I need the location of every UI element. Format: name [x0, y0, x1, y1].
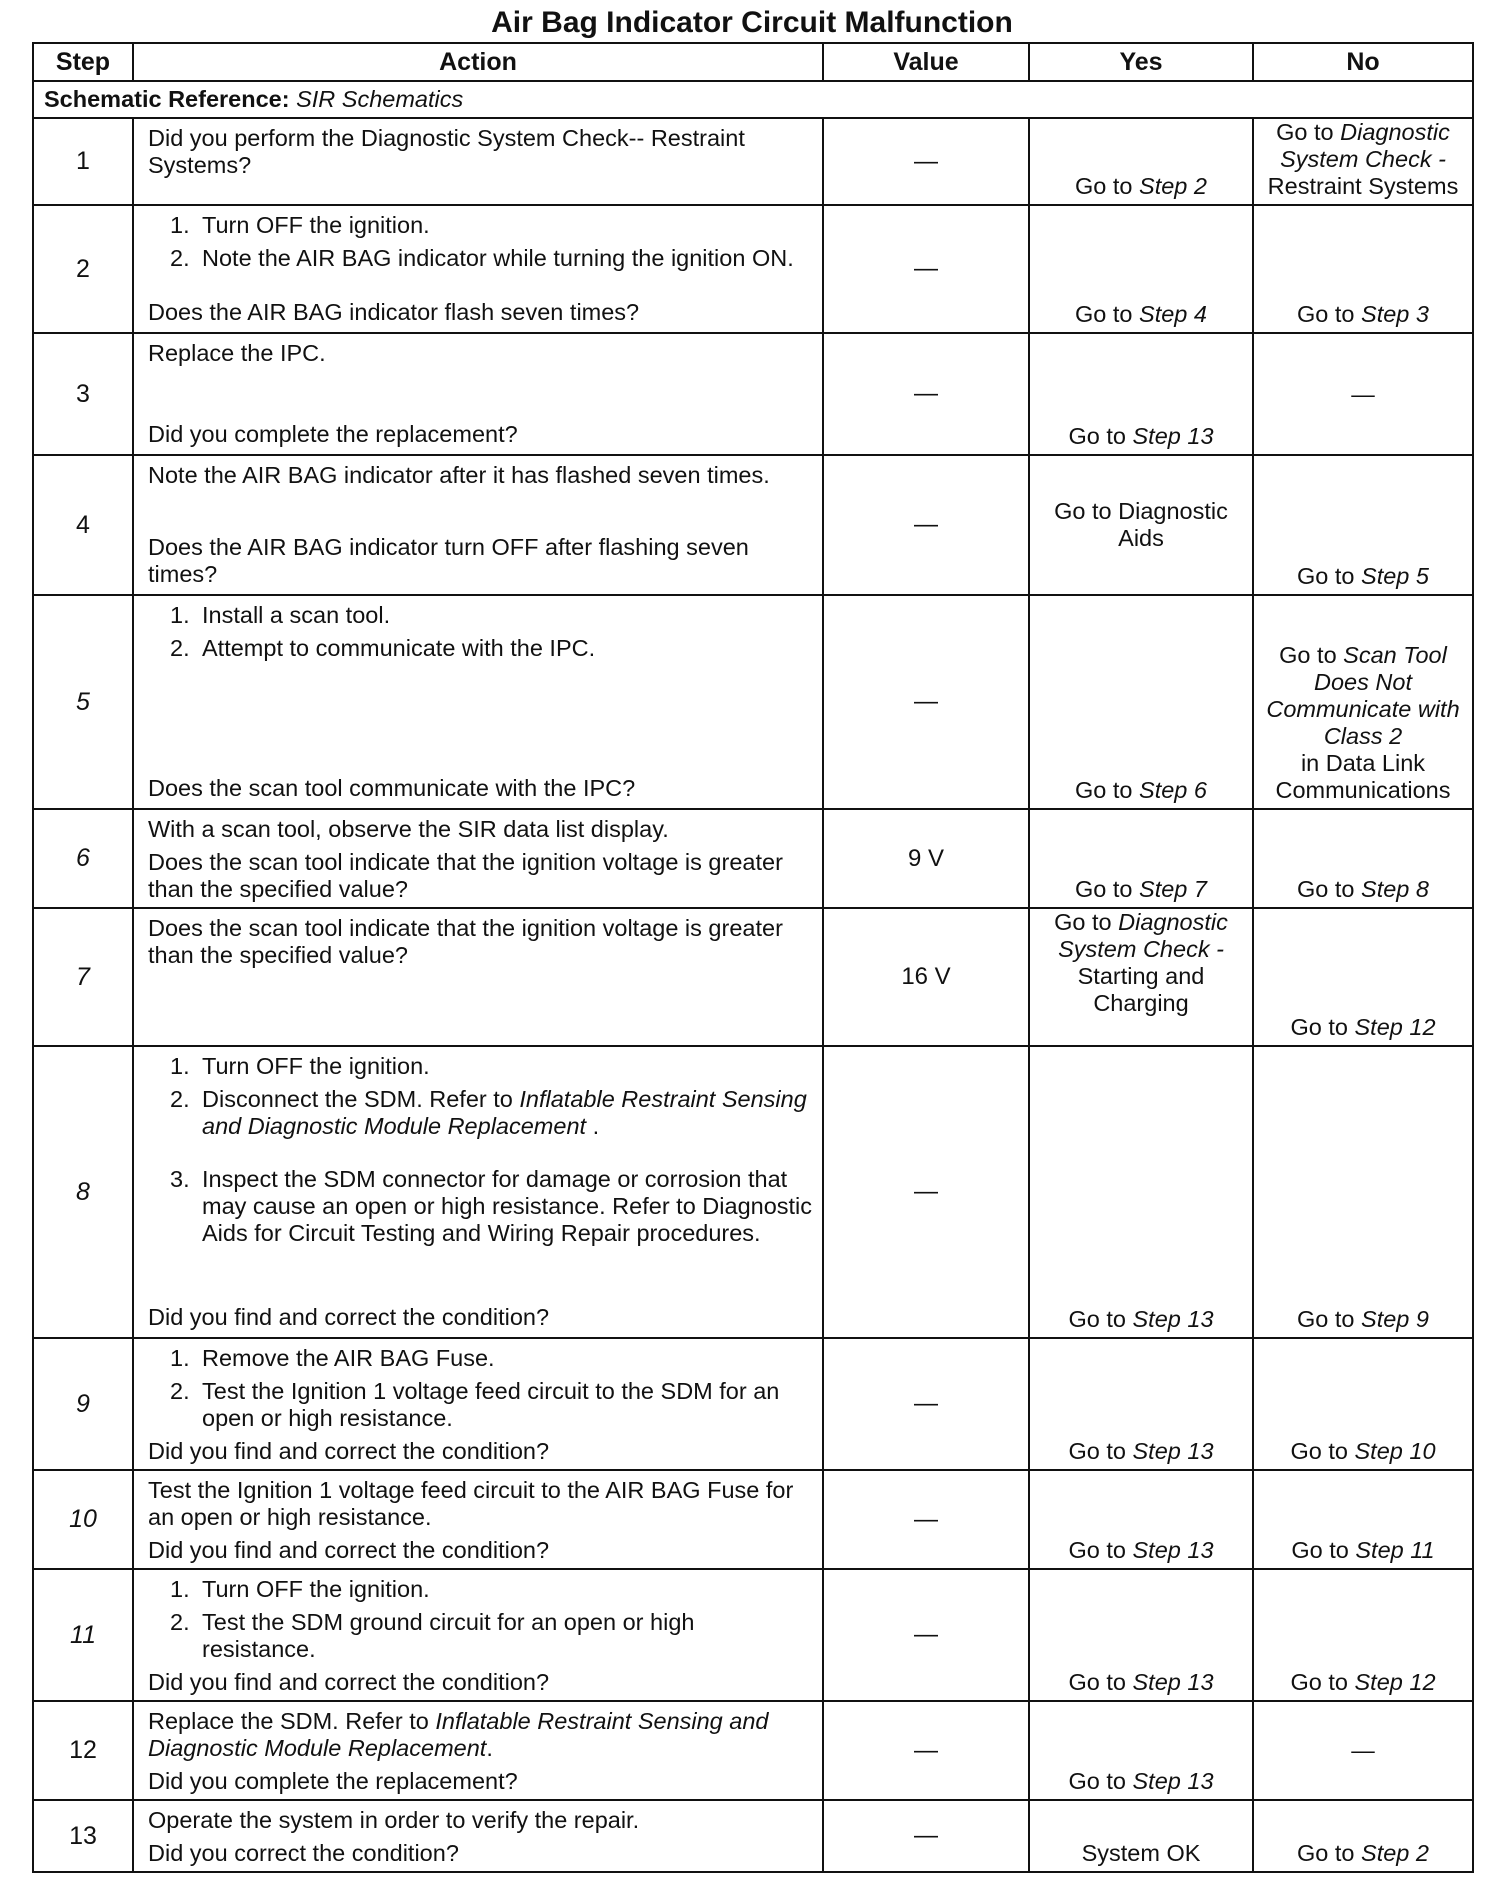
action-step-text — [202, 1609, 814, 1663]
step-number: 4 — [33, 455, 133, 595]
no-cell[interactable] — [1253, 595, 1473, 809]
value-cell: 9 V — [823, 809, 1029, 908]
yes-outcome-text: Go to — [1068, 1438, 1133, 1464]
action-cell — [133, 1046, 823, 1338]
no-outcome-text: Go to — [1290, 1669, 1355, 1695]
header-no: No — [1253, 43, 1473, 81]
no-cell[interactable] — [1253, 1569, 1473, 1701]
action-step-number: 2. — [170, 245, 190, 271]
action-cell — [133, 118, 823, 205]
action-text: . — [486, 1735, 493, 1761]
yes-outcome-text: Go to — [1068, 1768, 1133, 1794]
table-header-row — [33, 43, 1473, 81]
action-cell — [133, 809, 823, 908]
table-row — [33, 1470, 1473, 1569]
action-text — [148, 816, 814, 843]
action-step-item — [148, 212, 814, 239]
action-step-item — [148, 1053, 814, 1080]
yes-outcome-link[interactable]: Step 13 — [1132, 1306, 1214, 1332]
value-cell: — — [823, 1569, 1029, 1701]
action-text: Test the SDM ground circuit for an open or high resistance. — [202, 1609, 695, 1662]
action-step-number: 3. — [170, 1166, 190, 1192]
no-outcome-link[interactable]: Step 9 — [1361, 1306, 1429, 1332]
step-number: 10 — [33, 1470, 133, 1569]
table-row — [33, 809, 1473, 908]
no-cell[interactable] — [1253, 118, 1473, 205]
no-outcome-text: Go to — [1297, 301, 1362, 327]
action-step-text — [202, 212, 814, 239]
yes-outcome-link[interactable]: Step 4 — [1139, 301, 1207, 327]
action-cell — [133, 1338, 823, 1470]
action-question: Did you correct the condition? — [148, 1840, 459, 1866]
no-outcome-link[interactable]: Step 12 — [1354, 1669, 1436, 1695]
action-step-text — [202, 1378, 814, 1432]
action-step-item — [148, 1086, 814, 1140]
action-text: Turn OFF the ignition. — [202, 212, 430, 238]
action-text: Disconnect the SDM. Refer to — [202, 1086, 520, 1112]
table-row — [33, 595, 1473, 809]
yes-outcome-text: Go to Diagnostic Aids — [1054, 498, 1228, 551]
no-cell[interactable] — [1253, 455, 1473, 595]
action-step-number: 1. — [170, 1345, 190, 1371]
step-number: 6 — [33, 809, 133, 908]
yes-cell[interactable] — [1029, 908, 1253, 1046]
step-number: 5 — [33, 595, 133, 809]
no-outcome-text: — — [1351, 1737, 1375, 1763]
action-step-item — [148, 602, 814, 629]
yes-outcome-link[interactable]: Step 13 — [1132, 1537, 1214, 1563]
yes-cell[interactable] — [1029, 595, 1253, 809]
yes-outcome-note: Starting and Charging — [1077, 963, 1205, 1016]
yes-cell[interactable] — [1029, 455, 1253, 595]
value-cell: 16 V — [823, 908, 1029, 1046]
action-cell — [133, 595, 823, 809]
action-question: Does the AIR BAG indicator flash seven times? — [148, 299, 640, 325]
action-cell — [133, 455, 823, 595]
no-cell[interactable] — [1253, 205, 1473, 333]
yes-cell[interactable] — [1029, 809, 1253, 908]
action-step-number: 1. — [170, 602, 190, 628]
action-step-number: 2. — [170, 1378, 190, 1404]
action-step-number: 2. — [170, 635, 190, 661]
yes-cell[interactable] — [1029, 333, 1253, 455]
table-row — [33, 1569, 1473, 1701]
action-step-item — [148, 245, 814, 272]
step-number: 13 — [33, 1800, 133, 1872]
action-step-item — [148, 1576, 814, 1603]
action-text — [148, 125, 814, 179]
schematic-reference-link[interactable]: SIR Schematics — [296, 86, 464, 112]
table-row — [33, 1338, 1473, 1470]
step-number: 2 — [33, 205, 133, 333]
action-question: Does the AIR BAG indicator turn OFF after flashing seven times? — [148, 534, 749, 587]
yes-cell[interactable] — [1029, 118, 1253, 205]
yes-cell[interactable] — [1029, 1046, 1253, 1338]
table-row — [33, 333, 1473, 455]
action-step-text — [202, 245, 814, 272]
value-cell: — — [823, 333, 1029, 455]
no-cell[interactable] — [1253, 333, 1473, 455]
action-cell — [133, 1569, 823, 1701]
action-step-number: 2. — [170, 1086, 190, 1112]
header-step: Step — [33, 43, 133, 81]
yes-outcome-link[interactable]: Step 6 — [1139, 777, 1207, 803]
table-row — [33, 455, 1473, 595]
no-outcome-link[interactable]: Diagnostic System Check - — [1280, 119, 1450, 172]
step-number: 3 — [33, 333, 133, 455]
action-text — [148, 1708, 814, 1762]
action-text: Attempt to communicate with the IPC. — [202, 635, 596, 661]
action-step-text — [202, 1053, 814, 1080]
no-cell[interactable] — [1253, 908, 1473, 1046]
action-text — [148, 462, 814, 489]
action-text: Turn OFF the ignition. — [202, 1053, 430, 1079]
action-text: Note the AIR BAG indicator while turning the ignition ON. — [202, 245, 794, 271]
yes-cell[interactable] — [1029, 1470, 1253, 1569]
no-outcome-link[interactable]: Step 2 — [1361, 1840, 1429, 1866]
action-text: Does the scan tool indicate that the ignition voltage is greater than the specified value? — [148, 915, 783, 968]
no-outcome-text: Go to — [1279, 642, 1344, 668]
action-text: Install a scan tool. — [202, 602, 391, 628]
yes-outcome-link[interactable]: Step 7 — [1139, 876, 1207, 902]
no-outcome-note: Restraint Systems — [1267, 173, 1459, 199]
action-cell — [133, 1701, 823, 1800]
action-question: Does the scan tool indicate that the ignition voltage is greater than the specified value? — [148, 849, 783, 902]
no-cell[interactable] — [1253, 1470, 1473, 1569]
step-number: 1 — [33, 118, 133, 205]
header-value: Value — [823, 43, 1029, 81]
no-outcome-text: Go to — [1297, 1840, 1362, 1866]
yes-cell[interactable] — [1029, 205, 1253, 333]
no-outcome-text: Go to — [1291, 1537, 1356, 1563]
step-number: 7 — [33, 908, 133, 1046]
yes-outcome-text: Go to — [1075, 876, 1140, 902]
no-outcome-link[interactable]: Step 5 — [1361, 563, 1429, 589]
action-question: Did you find and correct the condition? — [148, 1669, 550, 1695]
yes-outcome-link[interactable]: Step 13 — [1132, 423, 1214, 449]
value-cell: — — [823, 1701, 1029, 1800]
action-cell — [133, 333, 823, 455]
action-text: Replace the SDM. Refer to — [148, 1708, 436, 1734]
yes-outcome-text: Go to — [1068, 1537, 1133, 1563]
action-cell — [133, 908, 823, 1046]
action-question: Does the scan tool communicate with the IPC? — [148, 775, 636, 801]
no-cell[interactable] — [1253, 1046, 1473, 1338]
table-row — [33, 118, 1473, 205]
table-row — [33, 205, 1473, 333]
no-outcome-text: Go to — [1297, 563, 1362, 589]
yes-outcome-text: Go to — [1075, 301, 1140, 327]
yes-outcome-text: Go to — [1068, 1669, 1133, 1695]
action-cell — [133, 1800, 823, 1872]
action-step-number: 1. — [170, 1576, 190, 1602]
yes-outcome-text: Go to — [1054, 909, 1119, 935]
action-text: Remove the AIR BAG Fuse. — [202, 1345, 495, 1371]
action-step-number: 1. — [170, 1053, 190, 1079]
yes-outcome-text: Go to — [1068, 423, 1133, 449]
action-reference[interactable]: Inflatable Restraint Sensing and Diagnostic Module Replacement — [202, 1086, 807, 1139]
no-outcome-link[interactable]: Step 12 — [1354, 1014, 1436, 1040]
action-text: Turn OFF the ignition. — [202, 1576, 430, 1602]
action-step-text — [202, 602, 814, 629]
action-step-text — [202, 1576, 814, 1603]
action-text: Replace the IPC. — [148, 340, 326, 366]
action-question: Did you find and correct the condition? — [148, 1537, 550, 1563]
schematic-reference-row — [33, 81, 1473, 118]
step-number: 12 — [33, 1701, 133, 1800]
no-outcome-text: Go to — [1297, 876, 1362, 902]
no-outcome-link[interactable]: Step 11 — [1355, 1537, 1435, 1563]
yes-cell[interactable] — [1029, 1800, 1253, 1872]
action-step-number: 1. — [170, 212, 190, 238]
table-row — [33, 1701, 1473, 1800]
action-question: Did you complete the replacement? — [148, 1768, 518, 1794]
no-outcome-note: in Data Link Communications — [1275, 750, 1451, 803]
step-number: 8 — [33, 1046, 133, 1338]
page-title: Air Bag Indicator Circuit Malfunction — [491, 6, 1013, 39]
table-row — [33, 908, 1473, 1046]
action-cell — [133, 205, 823, 333]
no-outcome-text: Go to — [1290, 1014, 1355, 1040]
yes-cell[interactable] — [1029, 1701, 1253, 1800]
action-step-text — [202, 635, 814, 662]
diagnostic-table — [32, 42, 1474, 1873]
action-text — [148, 1807, 814, 1834]
action-step-text — [202, 1345, 814, 1372]
action-step-item — [148, 1609, 814, 1663]
action-text: With a scan tool, observe the SIR data list display. — [148, 816, 669, 842]
action-question: Did you find and correct the condition? — [148, 1304, 550, 1330]
value-cell: — — [823, 1046, 1029, 1338]
no-outcome-link[interactable]: Step 8 — [1361, 876, 1429, 902]
value-cell: — — [823, 455, 1029, 595]
action-question: Did you complete the replacement? — [148, 421, 518, 447]
schematic-reference-label: Schematic Reference: — [44, 86, 290, 112]
no-outcome-text: Go to — [1276, 119, 1341, 145]
no-outcome-text: Go to — [1290, 1438, 1355, 1464]
no-cell[interactable] — [1253, 1701, 1473, 1800]
action-step-item — [148, 1166, 814, 1247]
step-number: 9 — [33, 1338, 133, 1470]
value-cell: — — [823, 1470, 1029, 1569]
no-cell[interactable] — [1253, 1800, 1473, 1872]
action-text: . — [586, 1113, 600, 1139]
no-outcome-text: Go to — [1297, 1306, 1362, 1332]
action-question: Did you find and correct the condition? — [148, 1438, 550, 1464]
yes-outcome-link[interactable]: Step 13 — [1132, 1438, 1214, 1464]
value-cell: — — [823, 205, 1029, 333]
value-cell: — — [823, 1800, 1029, 1872]
action-text — [148, 340, 814, 367]
yes-outcome-text: System OK — [1081, 1840, 1201, 1866]
yes-cell[interactable] — [1029, 1338, 1253, 1470]
action-text — [148, 915, 814, 969]
action-step-item — [148, 1345, 814, 1372]
action-text: Did you perform the Diagnostic System Check-- Restraint Systems? — [148, 125, 745, 178]
yes-outcome-text: Go to — [1068, 1306, 1133, 1332]
action-text: Operate the system in order to verify the repair. — [148, 1807, 640, 1833]
no-outcome-link[interactable]: Step 3 — [1361, 301, 1429, 327]
table-row — [33, 1046, 1473, 1338]
yes-outcome-link[interactable]: Step 13 — [1132, 1669, 1214, 1695]
value-cell: — — [823, 595, 1029, 809]
action-text: Note the AIR BAG indicator after it has flashed seven times. — [148, 462, 770, 488]
value-cell: — — [823, 118, 1029, 205]
no-cell[interactable] — [1253, 809, 1473, 908]
action-step-text — [202, 1166, 814, 1247]
yes-outcome-link[interactable]: Diagnostic System Check - — [1058, 909, 1228, 962]
action-step-item — [148, 1378, 814, 1432]
action-text: Test the Ignition 1 voltage feed circuit to the SDM for an open or high resistance. — [202, 1378, 780, 1431]
yes-outcome-text: Go to — [1075, 777, 1140, 803]
no-outcome-text: — — [1351, 380, 1375, 407]
action-step-item — [148, 635, 814, 662]
yes-outcome-link[interactable]: Step 13 — [1132, 1768, 1214, 1794]
yes-outcome-text: Go to — [1075, 173, 1140, 199]
action-step-text — [202, 1086, 814, 1140]
no-outcome-link[interactable]: Scan Tool Does Not Communicate with Class 2 — [1266, 642, 1460, 749]
no-cell[interactable] — [1253, 1338, 1473, 1470]
action-text — [148, 1477, 814, 1531]
no-outcome-link[interactable]: Step 10 — [1354, 1438, 1436, 1464]
table-row — [33, 1800, 1473, 1872]
action-reference[interactable]: Inflatable Restraint Sensing and Diagnostic Module Replacement — [148, 1708, 769, 1761]
action-step-number: 2. — [170, 1609, 190, 1635]
value-cell: — — [823, 1338, 1029, 1470]
action-cell — [133, 1470, 823, 1569]
action-text: Inspect the SDM connector for damage or corrosion that may cause an open or high resistance. Refer to Diagnostic Aids for Circuit Testing and Wiring Repair procedures. — [202, 1166, 813, 1246]
header-action: Action — [133, 43, 823, 81]
step-number: 11 — [33, 1569, 133, 1701]
action-text: Test the Ignition 1 voltage feed circuit to the AIR BAG Fuse for an open or high resistance. — [148, 1477, 794, 1530]
yes-outcome-link[interactable]: Step 2 — [1139, 173, 1207, 199]
header-yes: Yes — [1029, 43, 1253, 81]
yes-cell[interactable] — [1029, 1569, 1253, 1701]
